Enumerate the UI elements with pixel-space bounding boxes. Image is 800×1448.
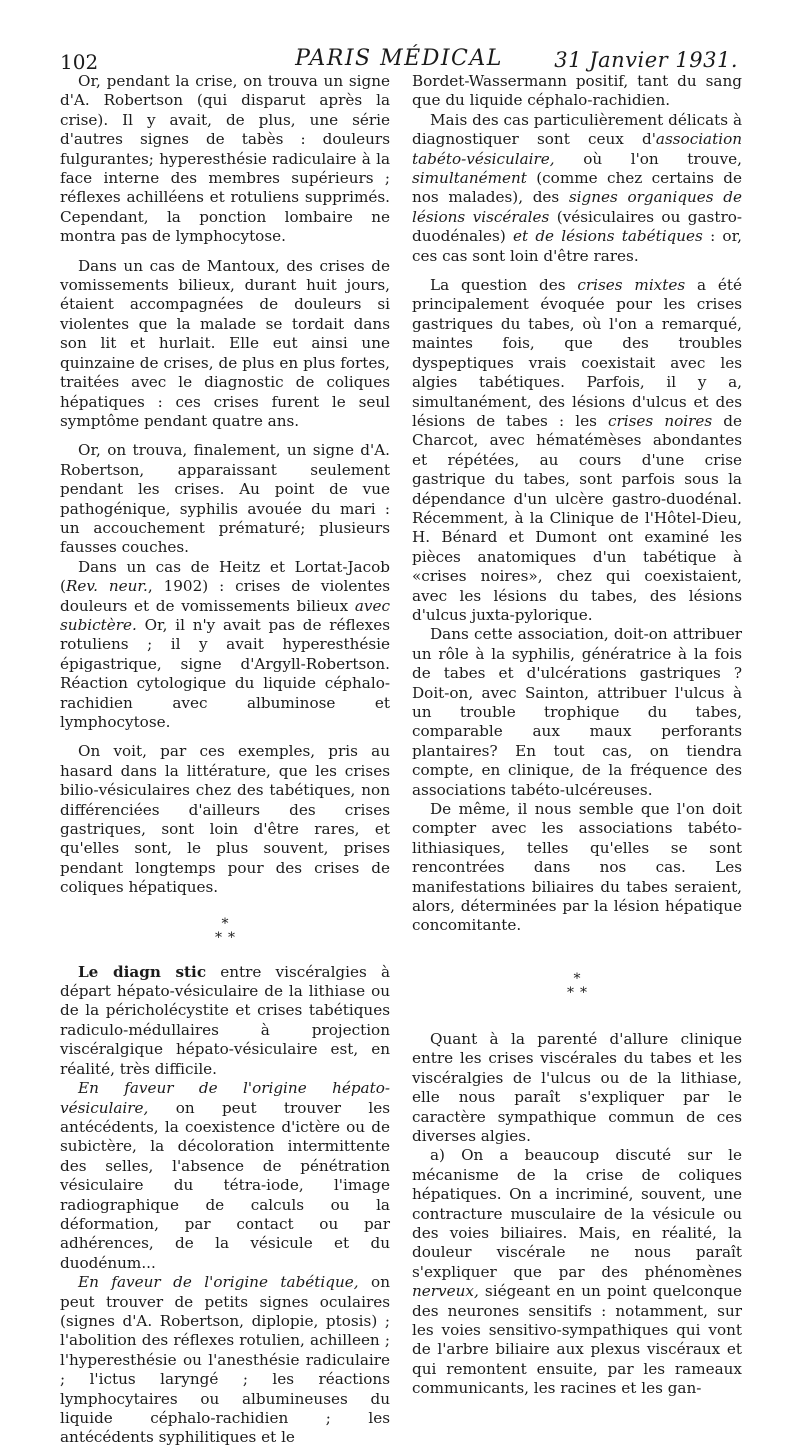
- asterism-top: *: [573, 970, 581, 987]
- paragraph: En faveur de l'origine hépato-vésiculaire, on peut trouver les antécédents, la coexistence d'ictère ou de subictère, la décoloration intermittente des selles, l'absence de pénétration vésiculaire du tétra-iode, l'image radiographique de calculs ou la déformation, par contact ou par adhérences, de la vésicule et du duodénum...: [60, 1079, 390, 1272]
- paragraph: Dans un cas de Heitz et Lortat-Jacob (Rev. neur., 1902) : crises de violentes douleurs et de vomissements bilieux avec subictère. Or, il n'y avait pas de réflexes rotuliens ; il y avait hyperesthésie épigastrique, signe d'Argyll-Robertson. Réaction cytologique du liquide céphalo-rachidien avec albuminose et lymphocytose.: [60, 557, 390, 731]
- paragraph: De même, il nous semble que l'on doit compter avec les associations tabéto-lithiasiques, telles qu'elles se sont rencontrées dans nos cas. Les manifestations biliaires du tabes seraient, alors, déterminées par la lésion hépatique concomitante.: [412, 800, 742, 935]
- paragraph: Dans cette association, doit-on attribuer un rôle à la syphilis, génératrice à la fois de tabes et d'ulcérations gastriques ? Doit-on, avec Sainton, attribuer l'ulcus à un trouble trophique du tabes, comparable aux maux perforants plantaires? En tout cas, on tiendra compte, en clinique, de la fréquence des associations tabéto-ulcéreuses.: [412, 625, 742, 799]
- asterism-bottom: **: [215, 929, 241, 946]
- section-separator: [60, 917, 390, 945]
- paragraph: Bordet-Wassermann positif, tant du sang que du liquide céphalo-rachidien.: [412, 72, 742, 110]
- issue-date: 31 Janvier 1931.: [554, 48, 738, 72]
- paragraph: On voit, par ces exemples, pris au hasard dans la littérature, que les crises bilio-vésiculaires chez des tabétiques, non différenciées d'ailleurs des crises gastriques, sont loin d'être rares, et qu'elles sont, le plus souvent, prises pendant longtemps pour des crises de coliques hépatiques.: [60, 742, 390, 897]
- paragraph: La question des crises mixtes a été principalement évoquée pour les crises gastriques du tabes, où l'on a remarqué, maintes fois, que des troubles dyspeptiques vrais coexistait avec les algies tabétiques. Parfois, il y a, simultanément, des lésions d'ulcus et des lésions de tabes : les crises noires de Charcot, avec hématémèses abondantes et répétées, au cours d'une crise gastrique du tabes, sont parfois sous la dépendance d'un ulcère gastro-duodénal. Récemment, à la Clinique de l'Hôtel-Dieu, H. Bénard et Dumont ont examiné les pièces anatomiques d'un tabétique à «crises noires», chez qui coexistaient, avec les lésions du tabes, des lésions d'ulcus juxta-pylorique.: [412, 276, 742, 624]
- paragraph: Or, pendant la crise, on trouva un signe d'A. Robertson (qui disparut après la crise). Il y avait, de plus, une série d'autres signes de tabès : douleurs fulgurantes; hyperesthésie radiculaire à la face interne des membres supérieurs ; réflexes achilléens et rotuliens supprimés. Cependant, la ponction lombaire ne montra pas de lymphocytose.: [60, 72, 390, 246]
- paragraph: Quant à la parenté d'allure clinique entre les crises viscérales du tabes et les viscéralgies de l'ulcus ou de la lithiase, elle nous paraît s'expliquer par le caractère sympathique commun de ces diverses algies.: [412, 1029, 742, 1145]
- journal-title: PARIS MÉDICAL: [295, 46, 503, 71]
- paragraph: En faveur de l'origine tabétique, on peut trouver de petits signes oculaires (signes d'A. Robertson, diplopie, ptosis) ; l'abolition des réflexes rotulien, achilleen ; l'hyperesthésie ou l'anesthésie radiculaire ; l'ictus laryngé ; les réactions lymphocytaires ou albumineuses du liquide céphalo-rachidien ; les antécédents syphilitiques et le: [60, 1273, 390, 1447]
- paragraph: Dans un cas de Mantoux, des crises de vomissements bilieux, durant huit jours, étaient accompagnées de douleurs si violentes que la malade se tordait dans son lit et hurlait. Elle eut ainsi une quinzaine de crises, de plus en plus fortes, traitées avec le diagnostic de coliques hépatiques : ces crises furent le seul symptôme pendant quatre ans.: [60, 256, 390, 430]
- paragraph: Mais des cas particulièrement délicats à diagnostiquer sont ceux d'association tabéto-vésiculaire, où l'on trouve, simultanément (comme chez certains de nos malades), des signes organiques de lésions viscérales (vésiculaires ou gastro-duodénales) et de lésions tabétiques : or, ces cas sont loin d'être rares.: [412, 110, 742, 265]
- section-lead: Le diagn stic: [78, 962, 207, 981]
- paragraph: a) On a beaucoup discuté sur le mécanisme de la crise de coliques hépatiques. On a incriminé, souvent, une contracture musculaire de la vésicule ou des voies biliaires. Mais, en réalité, la douleur viscérale ne nous paraît s'expliquer que par des phénomènes nerveux, siégeant en un point quelconque des neurones sensitifs : notamment, sur les voies sensitivo-sympathiques qui vont de l'arbre biliaire aux plexus viscéraux et qui remontent ensuite, par les rameaux communicants, les racines et les gan-: [412, 1146, 742, 1398]
- section-separator: [412, 972, 742, 1000]
- asterism-top: *: [221, 915, 229, 932]
- page-number: 102: [60, 50, 99, 74]
- right-column: [412, 72, 742, 1399]
- paragraph: Or, on trouva, finalement, un signe d'A. Robertson, apparaissant seulement pendant les crises. Au point de vue pathogénique, syphilis avouée du mari : un accouchement prématuré; plusieurs fausses couches.: [60, 441, 390, 557]
- paragraph: Le diagn stic entre viscéralgies à départ hépato-vésiculaire de la lithiase ou de la péricholécystite et crises tabétiques radiculo-médullaires à projection viscéralgique hépato-vésiculaire est, en réalité, très difficile.: [60, 962, 391, 1078]
- page-header: [60, 42, 738, 76]
- reference-title: Rev. neur.: [65, 577, 148, 596]
- left-column: [60, 72, 390, 1448]
- asterism-bottom: **: [567, 984, 593, 1001]
